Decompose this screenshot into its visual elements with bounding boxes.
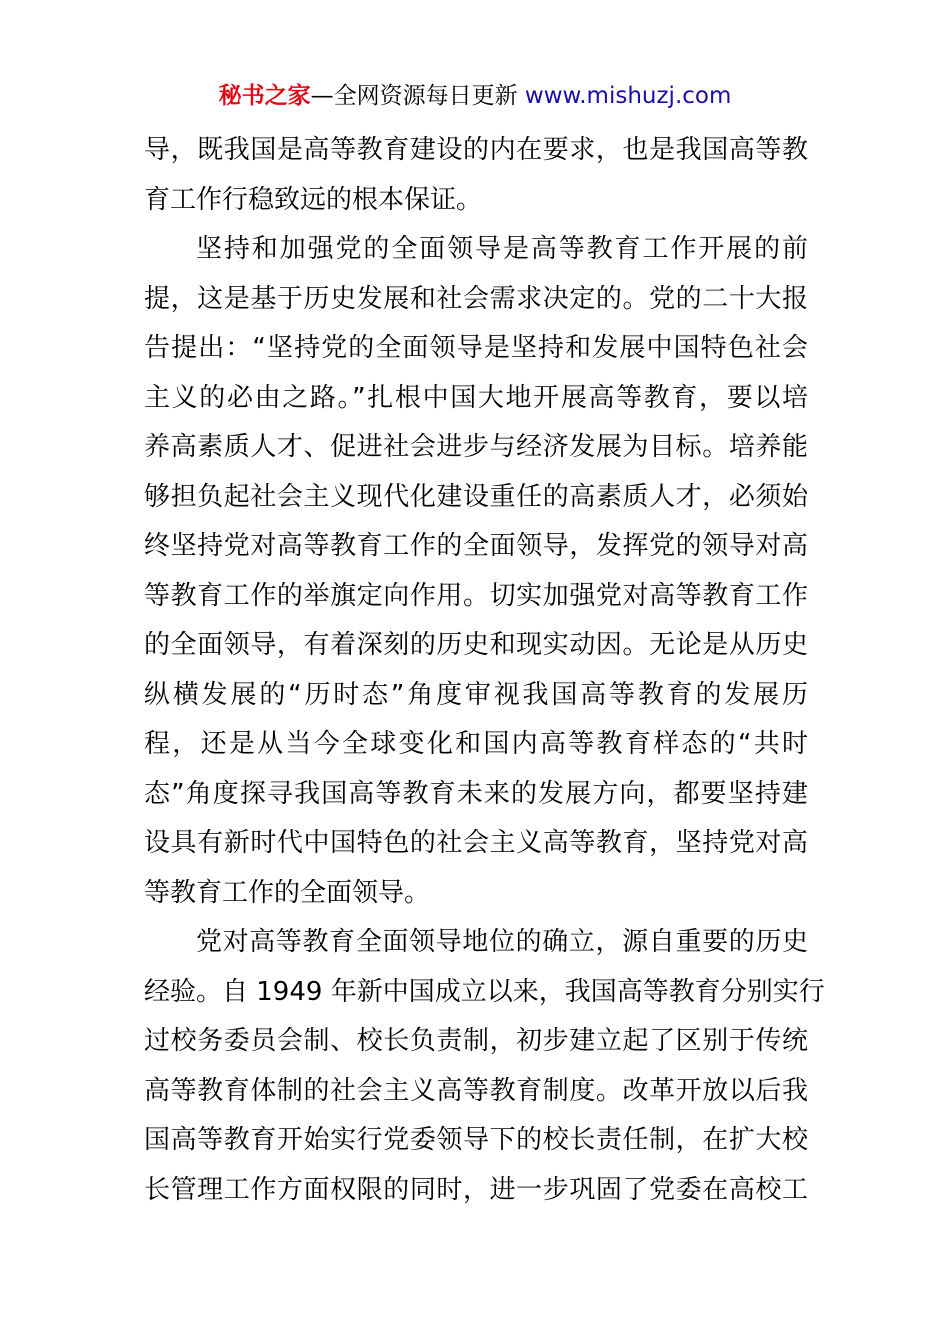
text-line: 主义的必由之路。”扎根中国大地开展高等教育，要以培	[144, 382, 808, 413]
text-line: 国高等教育开始实行党委领导下的校长责任制，在扩大校	[144, 1125, 808, 1155]
text-line: 告提出：“坚持党的全面领导是坚持和发展中国特色社会	[144, 333, 808, 363]
text-line: 终坚持党对高等教育工作的全面领导，发挥党的领导对高	[144, 531, 808, 561]
text-line: 程，还是从当今全球变化和国内高等教育样态的“共时	[144, 729, 808, 759]
text-line: 坚持和加强党的全面领导是高等教育工作开展的前	[196, 234, 808, 264]
paragraph	[144, 225, 808, 918]
paragraph	[144, 126, 808, 225]
text-line: 长管理工作方面权限的同时，进一步巩固了党委在高校工	[144, 1174, 808, 1205]
text-line: 提，这是基于历史发展和社会需求决定的。党的二十大报	[144, 283, 808, 314]
text-line: 设具有新时代中国特色的社会主义高等教育，坚持党对高	[144, 828, 808, 858]
text-line: 导，既我国是高等教育建设的内在要求，也是我国高等教	[144, 135, 808, 165]
document-body	[144, 126, 825, 1215]
text-line: 育工作行稳致远的根本保证。	[144, 184, 483, 215]
text-line: 态”角度探寻我国高等教育未来的发展方向，都要坚持建	[144, 778, 808, 809]
header-url-link[interactable]: www.mishuzj.com	[524, 83, 732, 109]
text-line: 等教育工作的全面领导。	[144, 877, 431, 908]
text-line: 过校务委员会制、校长负责制，初步建立起了区别于传统	[144, 1026, 808, 1056]
text-line: 等教育工作的举旗定向作用。切实加强党对高等教育工作	[144, 580, 808, 611]
text-line: 高等教育体制的社会主义高等教育制度。改革开放以后我	[144, 1075, 808, 1106]
text-line: 够担负起社会主义现代化建设重任的高素质人才，必须始	[144, 481, 808, 512]
header-tagline: —全网资源每日更新	[310, 83, 518, 109]
text-line: 经验。自 1949 年新中国成立以来，我国高等教育分别实行	[144, 976, 825, 1007]
text-line: 的全面领导，有着深刻的历史和现实动因。无论是从历史	[144, 630, 808, 660]
text-line: 党对高等教育全面领导地位的确立，源自重要的历史	[196, 927, 808, 957]
page-header	[0, 80, 950, 112]
paragraph	[144, 918, 825, 1215]
header-brand: 秘书之家	[218, 83, 311, 109]
text-line: 纵横发展的“历时态”角度审视我国高等教育的发展历	[144, 679, 808, 710]
text-line: 养高素质人才、促进社会进步与经济发展为目标。培养能	[144, 432, 808, 462]
